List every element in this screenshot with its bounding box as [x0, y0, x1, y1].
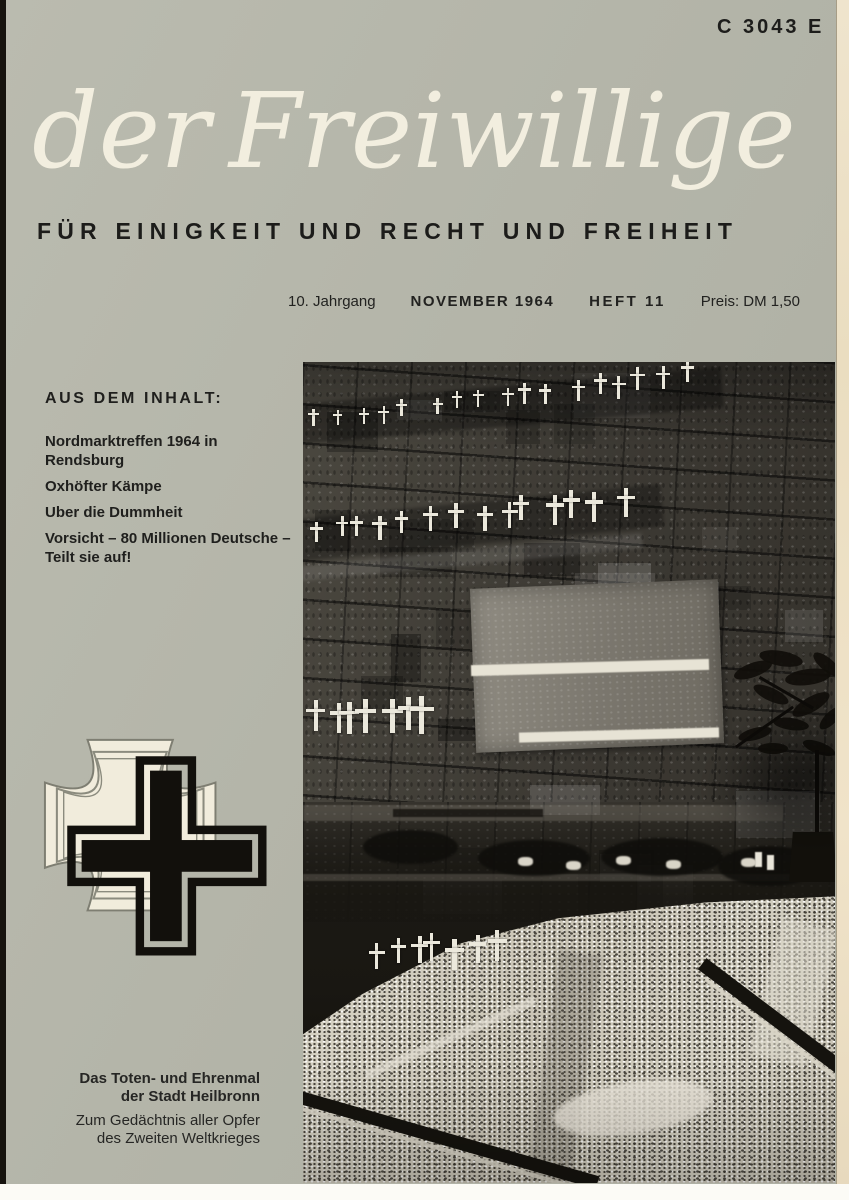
contents-item: Vorsicht – 80 Millionen Deutsche – Teilt sie auf!: [45, 530, 291, 566]
stone-block: [702, 527, 737, 551]
memorial-cross: [518, 383, 531, 404]
contents-list: [45, 390, 295, 574]
cover-photo-memorial: [303, 362, 835, 1183]
stone-block: [391, 634, 421, 682]
memorial-cross: [612, 376, 626, 399]
contents-item: Oxhöfter Kämpe: [45, 478, 162, 495]
memorial-cross: [513, 495, 529, 520]
flower-blob: [666, 860, 681, 869]
memorial-cross: [572, 380, 585, 401]
photo-caption: [40, 1070, 260, 1147]
memorial-cross: [423, 506, 439, 531]
memorial-cross: [306, 700, 325, 731]
memorial-cross: [372, 516, 387, 540]
candle: [767, 855, 774, 870]
memorial-cross: [473, 390, 484, 407]
contents-item: Uber die Dummheit: [45, 504, 183, 521]
memorial-cross: [448, 503, 464, 528]
contents-item: Nordmarktreffen 1964 in Rendsburg: [45, 433, 218, 469]
memorial-cross: [396, 399, 407, 416]
flower-blob: [616, 856, 631, 865]
memorial-cross: [433, 398, 443, 414]
publication-code: C 3043 E: [717, 16, 825, 38]
memorial-cross: [310, 522, 322, 542]
memorial-cross: [477, 506, 493, 531]
memorial-cross: [452, 391, 463, 408]
issue-volume: 10. Jahrgang: [288, 293, 376, 310]
masthead-motto: FÜR EINIGKEIT UND RECHT UND FREIHEIT: [37, 218, 739, 244]
wreath: [478, 840, 590, 876]
memorial-cross: [585, 492, 604, 522]
caption-line: des Zweiten Weltkrieges: [96, 1129, 260, 1147]
scan-left-edge: [0, 0, 6, 1184]
issue-number: HEFT 11: [589, 293, 666, 310]
memorial-cross: [359, 408, 369, 424]
memorial-cross: [617, 488, 635, 517]
memorial-cross: [391, 938, 407, 963]
memorial-cross: [546, 495, 565, 525]
memorial-cross: [630, 367, 644, 390]
memorial-cross: [395, 511, 409, 533]
caption-line: der Stadt Heilbronn: [120, 1087, 260, 1105]
issue-date: NOVEMBER 1964: [410, 293, 555, 310]
memorial-cross: [378, 406, 389, 424]
contents-heading: AUS DEM INHALT:: [45, 390, 224, 407]
caption-line: Das Toten- und Ehrenmal: [79, 1070, 260, 1087]
memorial-cross: [445, 939, 464, 970]
wreath: [363, 830, 458, 864]
plant-leaf: [758, 743, 788, 754]
memorial-cross: [563, 490, 580, 518]
iron-cross-emblem-icon: [38, 730, 268, 960]
masthead-title: der Freiwillige: [32, 70, 796, 192]
memorial-cross: [488, 930, 507, 961]
caption-line: Zum Gedächtnis aller Opfer: [75, 1112, 260, 1129]
memorial-cross: [502, 388, 513, 406]
planter-pot: [789, 832, 835, 882]
scan-bottom-strip: [0, 1184, 849, 1200]
memorial-cross: [656, 366, 670, 389]
memorial-cross: [469, 935, 486, 963]
memorial-cross: [594, 373, 607, 394]
page-edge-strip: [836, 0, 849, 1184]
issue-info-line: [288, 293, 800, 310]
ledge-slot: [393, 809, 543, 817]
flower-blob: [741, 858, 756, 867]
memorial-cross: [539, 384, 551, 404]
flower-blob: [518, 857, 533, 866]
memorial-cross: [355, 699, 376, 733]
issue-price: Preis: DM 1,50: [700, 293, 800, 310]
memorial-cross: [308, 409, 319, 426]
memorial-cross: [423, 933, 440, 961]
memorial-cross: [350, 516, 362, 536]
memorial-cross: [336, 516, 348, 536]
memorial-cross: [369, 943, 385, 969]
candle: [755, 852, 762, 867]
stone-block: [785, 610, 823, 642]
memorial-cross: [410, 696, 434, 734]
memorial-cross: [681, 362, 695, 382]
memorial-cross: [333, 410, 342, 425]
flower-blob: [566, 861, 581, 870]
